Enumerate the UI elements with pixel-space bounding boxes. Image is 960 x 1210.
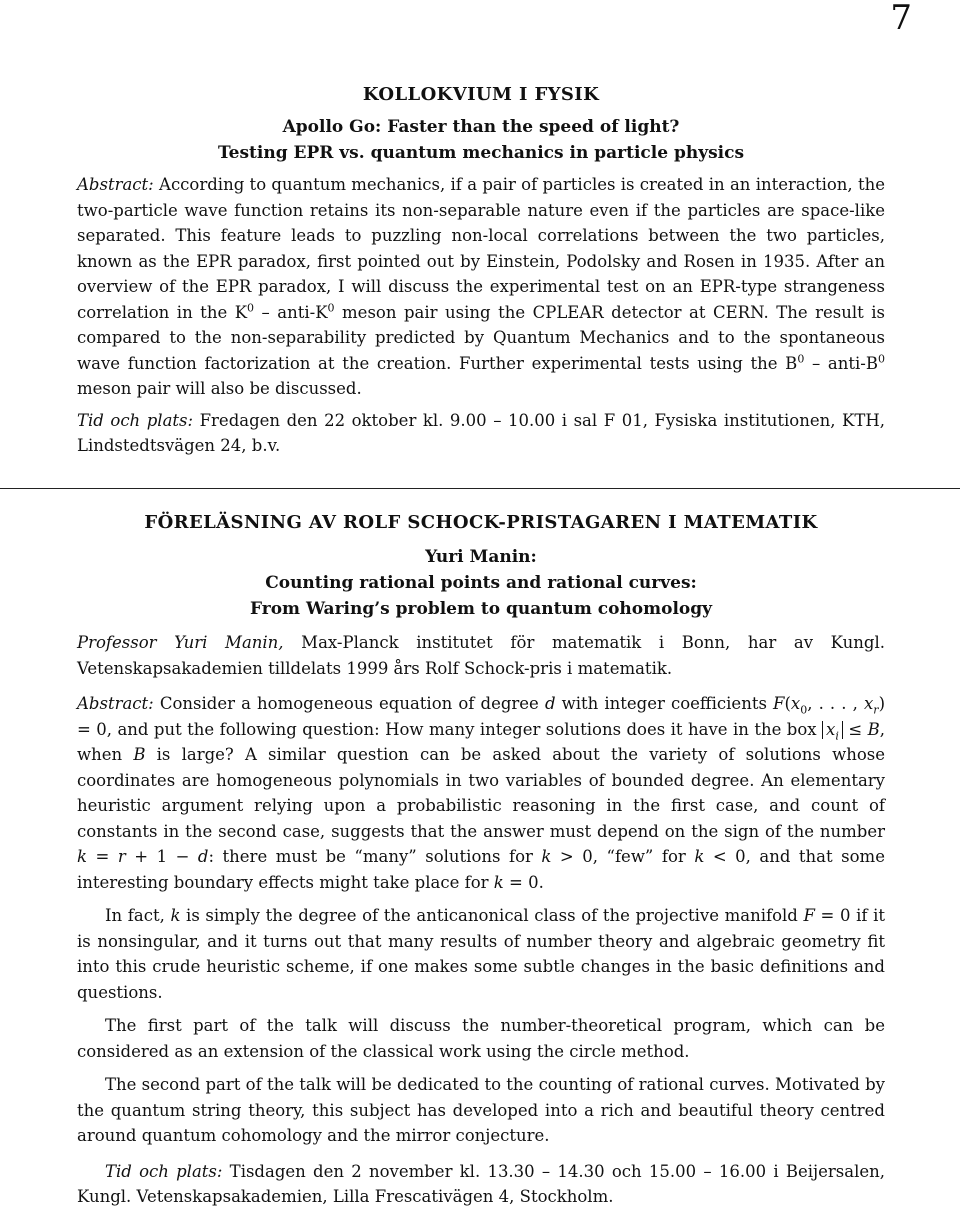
colloquium-abstract: Abstract: According to quantum mechanics, if a pair of particles is created in an interaction, the two-particle wave function retains its non-separable nature even if the particles are space-like separated. This feature leads to puzzling non-local correlations between the two particles, known as the EPR paradox, first pointed out by Einstein, Podolsky and Rosen in 1935. After an overview of the EPR paradox, I will discuss the experimental test on an EPR-type strangeness correlation in the $K^0$ – anti-$K^0$ meson pair using the CPLEAR detector at CERN. The result is compared to the non-separability predicted by Quantum Mechanics and to the spontaneous wave function factorization at the creation. Further experimental tests using the $B^0$ – anti-$B^0$ meson pair will also be discussed.	[77, 175, 886, 398]
bio-label: Professor Yuri Manin,	[77, 633, 284, 652]
colloquium-title: KOLLOKVIUM I FYSIK	[362, 84, 600, 105]
lecture-abstract-p4: The second part of the talk will be dedicated to the counting of rational curves. Motivated by the quantum string theory, this subject has developed into a rich and beautiful theory centred around quantum cohomology and the mirror conjecture.	[77, 1075, 885, 1145]
section-divider	[0, 488, 960, 489]
lecture-abstract-p1: Abstract: Consider a homogeneous equation of degree d with integer coefficients $F(x_0$, . . . , $x_r) = 0$, and put the following question: How many integer solutions does it have in the box $x_i \le B$, when B is large? A similar question can be asked about the variety of solutions whose coordinates are homogeneous polynomials in two variables of bounded degree. An elementary heuristic argument relying upon a probabilistic reasoning in the first case, and count of constants in the second case, suggests that the answer must depend on the sign of the number k = r + 1 − d: there must be “many” solutions for k > 0, “few” for k < 0, and that some interesting boundary effects might take place for k = 0.	[77, 694, 885, 892]
speaker-bio: Professor Yuri Manin, Max-Planck institutet för matematik i Bonn, har av Kungl. Vetenskapsakademien tilldelats 1999 års Rolf Schock-pris i matematik.	[77, 633, 885, 678]
abstract-label: Abstract:	[77, 175, 154, 194]
venue-label: Tid och plats:	[105, 1161, 223, 1181]
speaker-name: Yuri Manin:	[425, 547, 537, 567]
lecture-abstract-p3: The first part of the talk will discuss the number-theoretical program, which can be considered as an extension of the classical work using the circle method.	[77, 1016, 885, 1061]
abstract-label: Abstract:	[77, 694, 154, 713]
page-number: 7	[890, 0, 912, 38]
colloquium-section	[77, 82, 885, 459]
abs-value: $x_i$	[822, 721, 843, 739]
lecture-title: FÖRELÄSNING AV ROLF SCHOCK-PRISTAGAREN I MATEMATIK	[144, 512, 818, 533]
lecture-section	[77, 510, 885, 1210]
venue-label: Tid och plats:	[77, 410, 194, 430]
colloquium-venue: Tid och plats: Fredagen den 22 oktober kl. 9.00 – 10.00 i sal F 01, Fysiska institutionen, KTH, Lindstedtsvägen 24, b.v.	[77, 410, 885, 455]
talk-title-line1: Apollo Go: Faster than the speed of light?	[282, 117, 680, 137]
talk-title-line2: Testing EPR vs. quantum mechanics in particle physics	[217, 143, 745, 163]
lecture-talk-line1: Counting rational points and rational curves:	[265, 573, 697, 593]
lecture-venue: Tid och plats: Tisdagen den 2 november kl. 13.30 – 14.30 och 15.00 – 16.00 i Beijersalen, Kungl. Vetenskapsakademien, Lilla Frescativägen 4, Stockholm.	[77, 1161, 885, 1206]
lecture-abstract-p2: In fact, k is simply the degree of the anticanonical class of the projective manifold F = 0 if it is nonsingular, and it turns out that many results of number theory and algebraic geometry fit into this crude heuristic scheme, if one makes some subtle changes in the basic definitions and questions.	[77, 906, 885, 1002]
lecture-talk-line2: From Waring’s problem to quantum cohomology	[249, 599, 713, 619]
